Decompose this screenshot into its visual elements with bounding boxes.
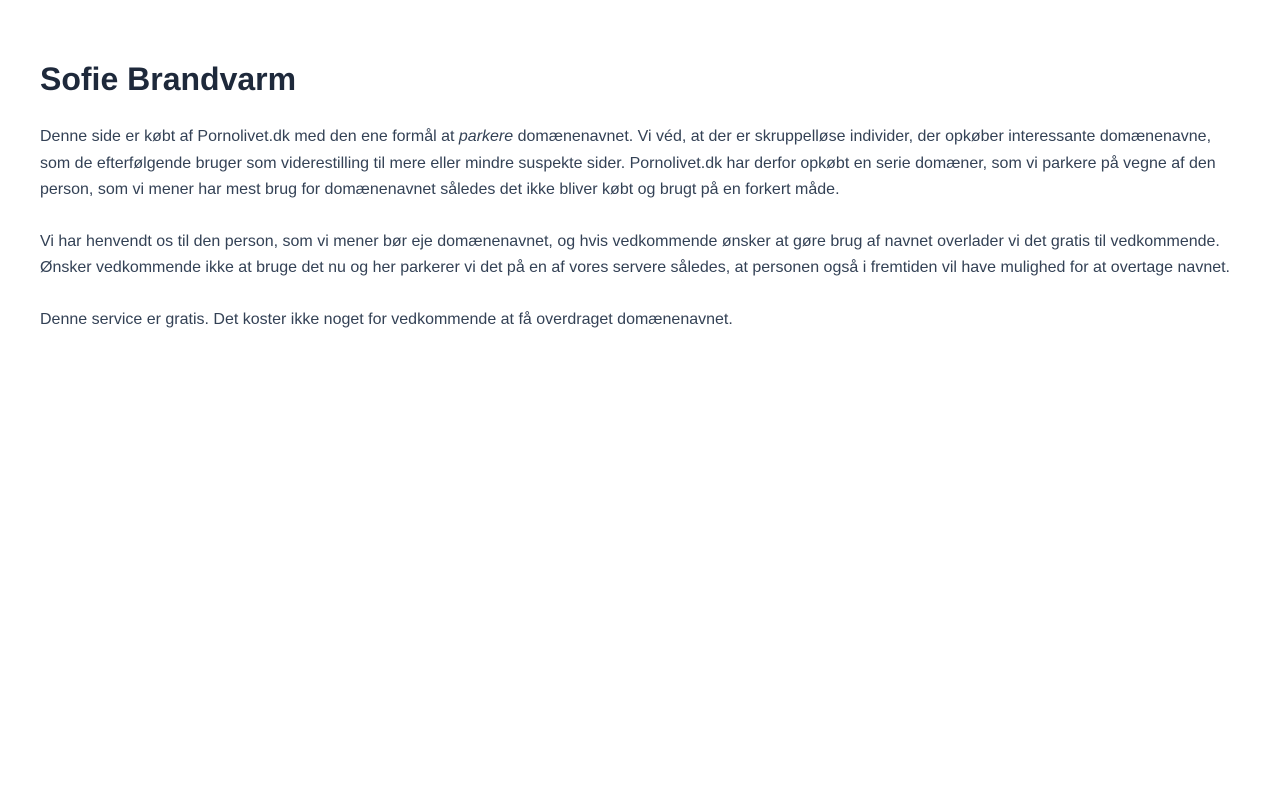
intro-emphasis: parkere [458,128,514,145]
intro-paragraph [40,124,1240,204]
intro-text-end: domænenavnet. Vi véd, at der er skruppelløse individer, der opkøber interessante domænenavne, som de efterfølgende bruger som viderestilling til mere eller mindre suspekte sider. Pornolivet.dk har derfor opkøbt en serie domæner, som vi parkere på vegne af den person, som vi mener har mest brug for domænenavnet således det ikke bliver købt og brugt på en forkert måde. [40,128,1216,198]
contact-paragraph: Vi har henvendt os til den person, som vi mener bør eje domænenavnet, og hvis vedkommende ønsker at gøre brug af navnet overlader vi det gratis til vedkommende. Ønsker vedkommende ikke at bruge det nu og her parkerer vi det på en af vores servere således, at personen også i fremtiden vil have mulighed for at overtage navnet. [40,232,1230,276]
intro-text-start: Denne side er købt af Pornolivet.dk med den ene formål at [40,128,459,145]
page-title: Sofie Brandvarm [40,61,297,97]
free-service-paragraph: Denne service er gratis. Det koster ikke noget for vedkommende at få overdraget domænenavnet. [40,310,733,328]
